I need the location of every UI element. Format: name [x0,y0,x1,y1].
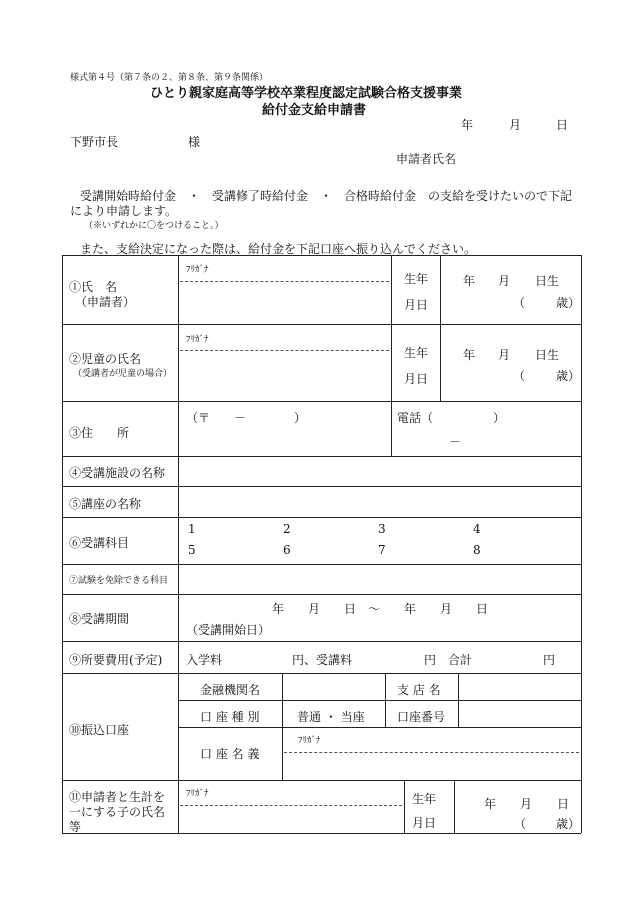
subject-4: 4 [473,522,481,536]
account-holder-furigana: ﾌﾘｶﾞﾅ [298,736,321,746]
row11-label-2: 一にする子の氏名 [69,805,166,819]
subject-1: 1 [188,522,196,536]
account-holder-label: 口 座 名 義 [200,747,260,761]
row11-dob-label-2: 月日 [412,816,437,830]
subject-8: 8 [473,543,481,557]
period-line: 年 月 日 ～ 年 月 日 [272,602,489,616]
bank-name-label: 金融機関名 [200,683,261,697]
fee-total-yen: 円 [543,653,556,667]
date-day: 日 [556,118,569,132]
row11-furigana-label: ﾌﾘｶﾞﾅ [186,789,209,799]
date-month: 月 [509,118,522,132]
row1-dob-month: 月 [498,274,511,288]
row11-label-1: ⑪申請者と生計を [69,790,166,804]
honorific: 様 [188,135,201,149]
row11-dob-day: 日 [557,797,570,811]
phone-field: 電話（ ） [397,411,506,425]
form-number: 様式第４号（第７条の２、第８条、第９条関係） [70,73,269,83]
row1-label: ①氏 名 [69,280,118,294]
row1-sublabel: （申請者） [75,295,136,309]
applicant-name-label: 申請者氏名 [396,152,457,166]
row2-age-close: 歳） [556,369,581,383]
row2-label: ②児童の氏名 [69,352,142,366]
selection-note: （※いずれかに〇をつけること。） [84,221,224,231]
form-subtitle: 給付金支給申請書 [262,103,367,118]
request-line-1: 受講開始時給付金 ・ 受講修了時給付金 ・ 合格時給付金 の支給を受けたいので下記 [80,189,573,203]
request-line-2: により申請します。 [70,204,178,218]
row2-age-open: （ [513,369,526,383]
row11-dob-label-1: 生年 [412,792,437,806]
branch-label: 支 店 名 [397,683,441,697]
row1-furigana-label: ﾌﾘｶﾞﾅ [186,265,209,275]
row4-label: ④受講施設の名称 [69,466,166,480]
row2-dob-label-2: 月日 [404,372,429,386]
row9-label: ⑨所要費用(予定) [69,653,163,667]
subject-2: 2 [283,522,291,536]
row2-dob-day: 日生 [535,348,560,362]
transfer-line: また、支給決定になった際は、給付金を下記口座へ振り込んでください。 [80,242,477,256]
row1-age-open: （ [513,296,526,310]
fee-tuition: 円、受講料 [292,653,353,667]
period-note: （受講開始日） [186,623,271,637]
form-title: ひとり親家庭高等学校卒業程度認定試験合格支援事業 [150,86,463,101]
row2-dob-label-1: 生年 [404,346,429,360]
row6-label: ⑥受講科目 [69,536,130,550]
account-number-label: 口座番号 [397,710,446,724]
row5-label: ⑤講座の名称 [69,497,142,511]
subject-7: 7 [378,543,386,557]
row7-label: ⑦試験を免除できる科目 [69,576,169,586]
row3-label: ③住 所 [69,426,130,440]
account-type-value: 普通 ・ 当座 [297,710,365,724]
addressee: 下野市長 [70,135,119,149]
subject-5: 5 [188,543,196,557]
row1-dob-day: 日生 [535,274,560,288]
row11-age-open: （ [514,817,527,831]
row11-dob-year: 年 [484,797,497,811]
date-year: 年 [461,118,474,132]
subject-3: 3 [378,522,386,536]
row2-dob-year: 年 [463,348,476,362]
row2-dob-month: 月 [498,348,511,362]
row1-dob-label-2: 月日 [404,298,429,312]
fee-total: 円 合計 [424,653,473,667]
row11-dob-month: 月 [520,797,533,811]
row10-label: ⑩振込口座 [69,723,130,737]
row1-age-close: 歳） [556,296,581,310]
row2-sublabel: （受講者が児童の場合） [73,369,173,379]
fee-admission: 入学料 [186,653,223,667]
subject-6: 6 [283,543,291,557]
postal-code-field: （〒 － ） [186,411,307,425]
row11-label-3: 等 [69,820,82,834]
row1-dob-label-1: 生年 [404,272,429,286]
row2-furigana-label: ﾌﾘｶﾞﾅ [186,335,209,345]
row8-label: ⑧受講期間 [69,612,130,626]
phone-dash: － [449,435,462,449]
row11-age-close: 歳） [556,817,581,831]
account-type-label: 口 座 種 別 [200,710,260,724]
row1-dob-year: 年 [463,274,476,288]
